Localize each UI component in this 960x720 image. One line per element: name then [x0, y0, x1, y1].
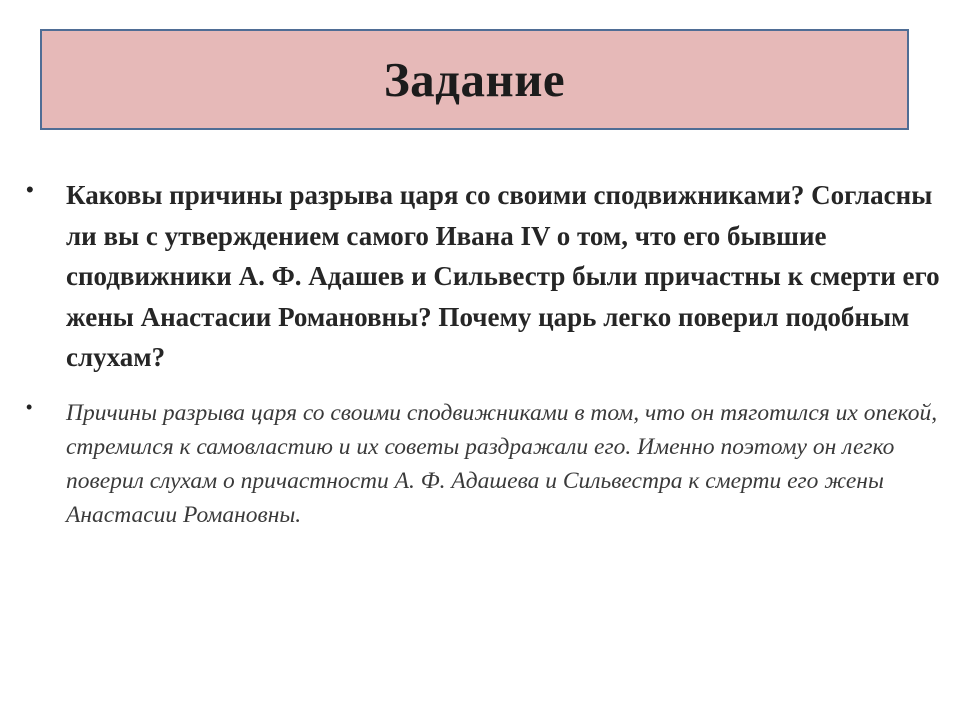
bullet-marker: • — [26, 177, 34, 202]
answer-text: Причины разрыва царя со своими сподвижниками в том, что он тяготился их опекой, стремился к самовластию и их советы раздражали его. Именно поэтому он легко поверил слухам о причастности А. Ф. Адашева и Сильвестра к смерти его жены Анастасии Романовны. — [66, 399, 938, 528]
question-item — [26, 175, 946, 378]
answer-item — [26, 396, 946, 532]
question-text: Каковы причины разрыва царя со своими сподвижниками? Согласны ли вы с утверждением самого Ивана IV о том, что его бывшие сподвижники А. Ф. Адашев и Сильвестр были причастны к смерти его жены Анастасии Романовны? Почему царь легко поверил подобным слухам? — [66, 180, 940, 372]
title-banner — [40, 29, 909, 130]
slide-title: Задание — [383, 52, 566, 107]
bullet-list — [26, 175, 946, 532]
bullet-marker: • — [26, 396, 33, 417]
